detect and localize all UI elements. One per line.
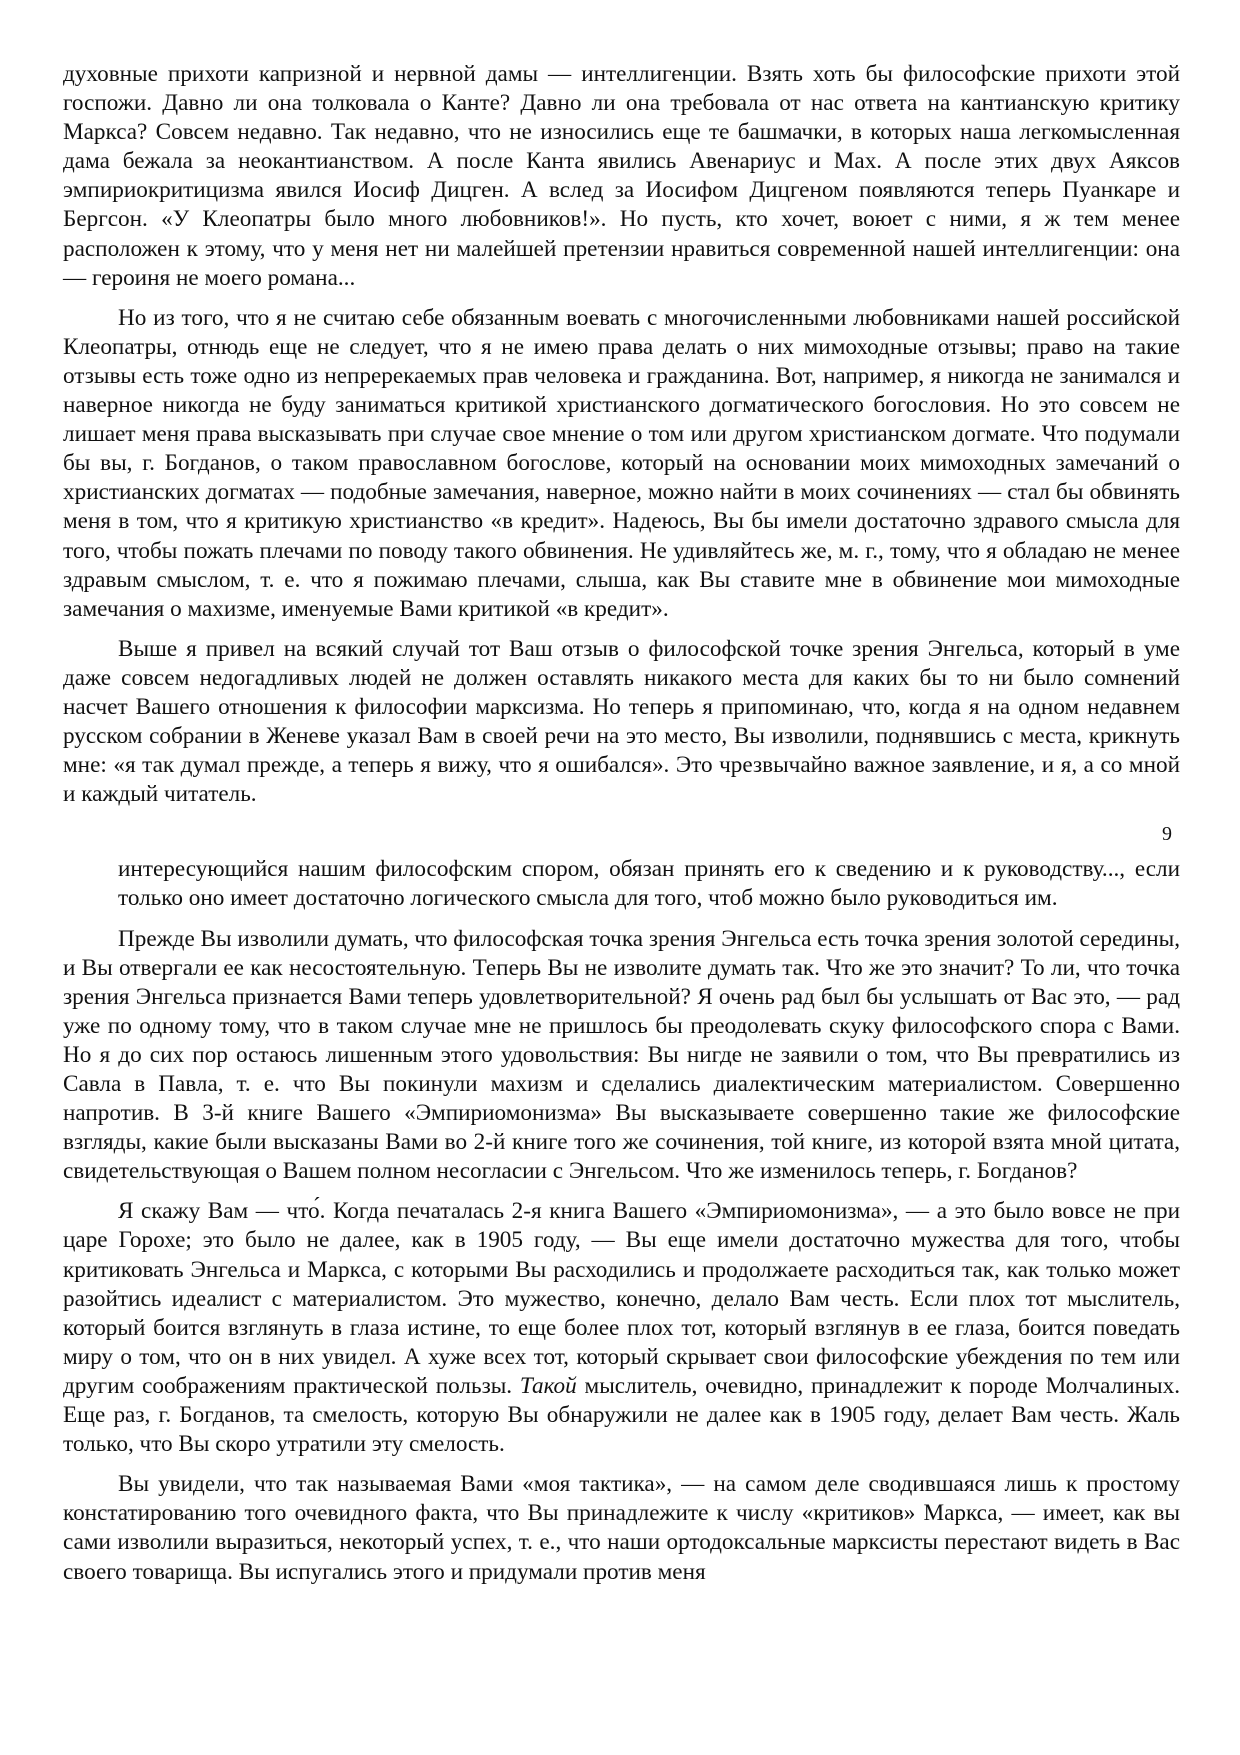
paragraph-page-continuation: интересующийся нашим философским спором, обязан принять его к сведению и к руководству..., если только оно имеет достаточно логического смысла для того, чтоб можно было руководиться им. [118,856,1180,912]
paragraph-courage [63,1197,1180,1459]
document-page [63,60,1180,1598]
paragraph-courage-text-end: мыслитель, очевидно, принадлежит к породе Молчалиных. Еще раз, г. Богданов, та смелость, которую Вы обнаружили не далее как в 1905 году, делает Вам честь. Жаль только, что Вы скоро утратили эту смелость. [63,1372,1181,1458]
paragraph-kleopatra: Но из того, что я не считаю себе обязанным воевать с многочисленными любовниками нашей российской Клеопатры, отнюдь еще не следует, что я не имею права делать о них мимоходные отзывы; право на такие отзывы есть тоже одно из непререкаемых прав человека и гражданина. Вот, например, я никогда не занимался и наверное никогда не буду заниматься критикой христианского догматического богословия. Но это совсем не лишает меня права высказывать при случае свое мнение о том или другом христианском догмате. Что подумали бы вы, г. Богданов, о таком православном богослове, который на основании моих мимоходных замечаний о христианских догматах — подобные замечания, наверное, можно найти в моих сочинениях — стал бы обвинять меня в том, что я критикую христианство «в кредит». Надеюсь, Вы бы имели достаточно здравого смысла для того, чтобы пожать плечами по поводу такого обвинения. Не удивляйтесь же, м. г., тому, что я обладаю не менее здравым смыслом, т. е. что я пожимаю плечами, слыша, как Вы ставите мне в обвинение мои мимоходные замечания о махизме, именуемые Вами критикой «в кредит». [63,304,1180,622]
paragraph-continued: духовные прихоти капризной и нервной дамы — интеллигенции. Взять хоть бы философские прихоти этой госпожи. Давно ли она толковала о Канте? Давно ли она требовала от нас ответа на кантианскую критику Маркса? Совсем недавно. Так недавно, что не износились еще те башмачки, в которых наша легкомысленная дама бежала за неокантианством. А после Канта явились Авенариус и Мах. А после этих двух Аяксов эмпириокритицизма явился Иосиф Дицген. А вслед за Иосифом Дицгеном появляются теперь Пуанкаре и Бергсон. «У Клеопатры было много любовников!». Но пусть, кто хочет, воюет с ними, я ж тем менее расположен к этому, что у меня нет ни малейшей претензии нравиться современной нашей интеллигенции: она — героиня не моего романа... [63,61,1180,291]
paragraph-tactics: Вы увидели, что так называемая Вами «моя тактика», — на самом деле сводившаяся лишь к простому констатированию того очевидного факта, что Вы принадлежите к числу «критиков» Маркса, — имеет, как вы сами изволили выразиться, некоторый успех, т. е., что наши ортодоксальные марксисты перестают видеть в Вас своего товарища. Вы испугались этого и придумали против меня [63,1471,1180,1585]
page-number: 9 [1162,823,1172,846]
paragraph-engels-view: Выше я привел на всякий случай тот Ваш отзыв о философской точке зрения Энгельса, который в уме даже совсем недогадливых людей не должен оставлять никакого места для каких бы то ни было сомнений насчет Вашего отношения к философии марксизма. Но теперь я припоминаю, что, когда я на одном недавнем русском собрании в Женеве указал Вам в своей речи на это место, Вы изволили, поднявшись с места, крикнуть мне: «я так думал прежде, а теперь я вижу, что я ошибался». Это чрезвычайно важное заявление, и я, а со мной и каждый читатель. [63,635,1180,808]
paragraph-golden-middle: Прежде Вы изволили думать, что философская точка зрения Энгельса есть точка зрения золотой середины, и Вы отвергали ее как несостоятельную. Теперь Вы не изволите думать так. Что же это значит? То ли, что точка зрения Энгельса признается Вами теперь удовлетворительной? Я очень рад был бы услышать от Вас это, — рад уже по одному тому, что в таком случае мне не пришлось бы преодолевать скуку философского спора с Вами. Но я до сих пор остаюсь лишенным этого удовольствия: Вы нигде не заявили о том, что Вы превратились из Савла в Павла, т. е. что Вы покинули махизм и сделались диалектическим материалистом. Совершенно напротив. В 3-й книге Вашего «Эмпириомонизма» Вы высказываете совершенно такие же философские взгляды, какие были высказаны Вами во 2-й книге того же сочинения, той книге, из которой взята мной цитата, свидетельствующая о Вашем полном несогласии с Энгельсом. Что же изменилось теперь, г. Богданов? [63,925,1180,1185]
paragraph-courage-text-start: Я скажу Вам — что́. Когда печаталась 2-я книга Вашего «Эмпириомонизма», — а это было вовсе не при царе Горохе; это было не далее, как в 1905 году, — Вы еще имели достаточно мужества для того, чтобы критиковать Энгельса и Маркса, с которыми Вы расходились и продолжаете расходиться так, как только может разойтись идеалист с материалистом. Это мужество, конечно, делало Вам честь. Если плох тот мыслитель, который боится взглянуть в глаза истине, то еще более плох тот, который взглянув в ее глаза, боится поведать миру о том, что он в них увидел. А хуже всех тот, который скрывает свои философские убеждения по тем или другим соображениям практической пользы. [63,1198,1180,1399]
italic-word: Такой [519,1372,577,1399]
